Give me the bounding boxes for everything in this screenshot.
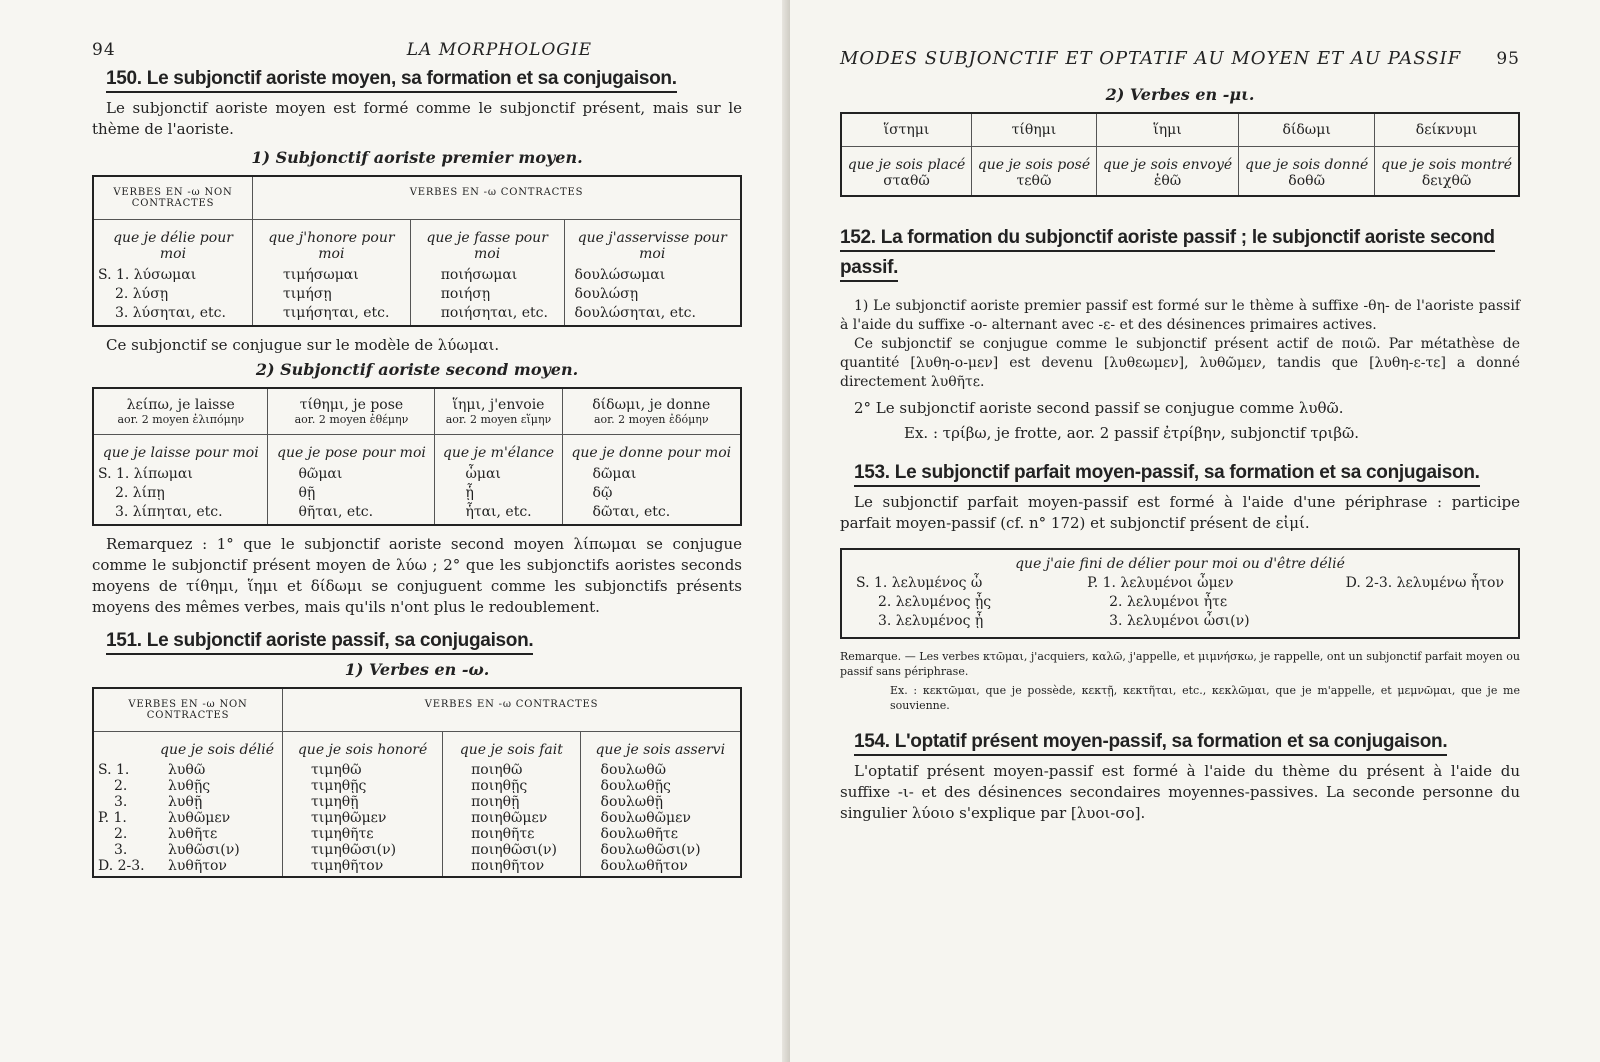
table-cell: que je sois envoyé ἑθῶ [1096,147,1238,197]
column-header: VERBES EN -ω CONTRACTES [253,176,742,220]
table-cell: δουλώσωμαι δουλώσῃ δουλώσηται, etc. [564,264,741,326]
table-cell: ἵημι [1096,113,1238,147]
table-cell: S. 1. λύσωμαι 2. λύσῃ 3. λύσηται, etc. [98,267,226,321]
table-cell: λείπω, je laisse aor. 2 moyen ἐλιπόμην [117,397,245,426]
table-cell: θῶμαι θῇ θῆται, etc. [268,463,435,525]
subheading: 2) Verbes en -μι. [1105,85,1255,104]
table-cell: ποιηθῶ ποιηθῇς ποιηθῇ ποιηθῶμεν ποιηθῆτε ποιηθῶσι(ν) ποιηθῆτον [443,760,580,877]
section-heading: 151. Le subjonctif aoriste passif, sa conjugaison. [106,630,742,652]
plural-forms: P. 1. λελυμένοι ὦμεν 2. λελυμένοι ἦτε 3. λελυμένοι ὦσι(ν) [1087,575,1250,629]
running-title: LA MORPHOLOGIE [406,40,592,60]
right-page [790,0,1600,1062]
table-cell: que je fasse pour moi [410,220,564,265]
page-number: 95 [1496,49,1520,69]
table-cell: τίθημι, je pose aor. 2 moyen ἐθέμην [268,388,435,435]
paragraph: Le subjonctif parfait moyen-passif est formé à l'aide d'une périphrase : participe parfait moyen-passif (cf. n° 172) et subjonctif présent de εἰμί. [840,493,1520,532]
remark: Remarque. — Les verbes κτῶμαι, j'acquiers, καλῶ, j'appelle, et μιμνήσκω, je rappelle, ont un subjonctif parfait moyen ou passif sans périphrase. [840,650,1520,678]
table-cell: que je délie pour moi [113,230,233,262]
column-header: VERBES EN -ω NON CONTRACTES [93,688,283,732]
table-cell: δουλωθῶ δουλωθῇς δουλωθῇ δουλωθῶμεν δουλωθῆτε δουλωθῶσι(ν) δουλωθῆτον [580,760,741,877]
table-cell: ἵημι, j'envoie aor. 2 moyen εἵμην [435,388,562,435]
section-heading: 153. Le subjonctif parfait moyen-passif, sa formation et sa conjugaison. [854,462,1520,484]
table-cell: que je sois posé τεθῶ [972,147,1097,197]
table-cell: δίδωμι [1239,113,1375,147]
table-cell: ἵστημι [841,113,972,147]
table-cell: que je pose pour moi [268,435,435,464]
column-header: VERBES EN -ω NON CONTRACTES [93,176,253,220]
table-cell: que je sois montré δειχθῶ [1375,147,1519,197]
conjugation-box [840,548,1520,639]
section-heading: 154. L'optatif présent moyen-passif, sa formation et sa conjugaison. [854,731,1520,753]
table-cell: que je sois honoré [283,732,443,761]
subheading: 1) Subjonctif aoriste premier moyen. [251,148,583,167]
paragraph: 2° Le subjonctif aoriste second passif se conjugue comme λυθῶ. [854,399,1344,417]
table-cell: que je sois placé σταθῶ [847,157,966,189]
conjugation-table [840,112,1520,197]
paragraph: L'optatif présent moyen-passif est formé à l'aide du thème du présent à l'aide du suffixe -ι- et des désinences secondaires moyennes-passives. La seconde personne du singulier λύοιο s'explique par [λυοι-σο]. [840,762,1520,822]
paragraph: Ce subjonctif se conjugue sur le modèle de λύωμαι. [106,336,500,354]
section-heading: 150. Le subjonctif aoriste moyen, sa formation et sa conjugaison. [106,68,742,90]
singular-forms: S. 1. λελυμένος ὦ 2. λελυμένος ᾖς 3. λελυμένος ᾖ [856,575,992,629]
column-header: VERBES EN -ω CONTRACTES [283,688,742,732]
table-cell: que je donne pour moi [562,435,741,464]
paragraph: Ex. : τρίβω, je frotte, aor. 2 passif ἐτρίβην, subjonctif τριβῶ. [904,424,1360,442]
page-number: 94 [92,40,116,60]
table-cell: ποιήσωμαι ποιήσῃ ποιήσηται, etc. [410,264,564,326]
table-cell: τιμηθῶ τιμηθῇς τιμηθῇ τιμηθῶμεν τιμηθῆτε τιμηθῶσι(ν) τιμηθῆτον [283,760,443,877]
left-page [0,0,790,1062]
conjugation-table [92,387,742,526]
running-head-right [840,48,1520,69]
table-cell: que je sois donné δοθῶ [1239,147,1375,197]
running-title: MODES SUBJONCTIF ET OPTATIF AU MOYEN ET AU PASSIF [840,48,1462,69]
table-cell: S. 1. λίπωμαι 2. λίπῃ 3. λίπηται, etc. [98,466,223,520]
table-cell: τιμήσωμαι τιμήσῃ τιμήσηται, etc. [253,264,411,326]
subheading: 2) Subjonctif aoriste second moyen. [255,360,579,379]
paragraph: Remarquez : 1° que le subjonctif aoriste second moyen λίπωμαι se conjugue comme le subjonctif présent moyen de λύω ; 2° que les subjonctifs aoristes seconds moyens de τίθημι, ἵημι et δίδωμι se conjuguent comme les subjonctifs présents moyens des mêmes verbes, mais qu'ils n'ont plus le redoublement. [92,535,742,616]
table-cell: δῶμαι δῷ δῶται, etc. [562,463,741,525]
dual-forms: D. 2-3. λελυμένω ἦτον [1345,575,1504,591]
subheading: 1) Verbes en -ω. [344,660,490,679]
table-cell: S. 1. 2. 3. P. 1. 2. 3. D. 2-3. λυθῶ λυθῇς λυθῇ λυθῶμεν λυθῆτε λυθῶσι(ν) λυθῆτον [98,762,240,874]
paragraph: Le subjonctif aoriste moyen est formé comme le subjonctif présent, mais sur le thème de l'aoriste. [92,99,742,138]
section-heading: 152. La formation du subjonctif aoriste passif ; le subjonctif aoriste second passif. [840,223,1520,283]
table-cell: que je sois fait [443,732,580,761]
table-cell: que j'asservisse pour moi [564,220,741,265]
table-cell: que je sois délié [159,742,274,758]
example: Ex. : κεκτῶμαι, que je possède, κεκτῇ, κεκτῆται, etc., κεκλῶμαι, que je m'appelle, et μεμνῶμαι, que je me souvienne. [890,684,1520,712]
table-cell: que j'honore pour moi [253,220,411,265]
table-cell: ὧμαι ᾗ ἧται, etc. [435,463,562,525]
table-cell: que je m'élance [435,435,562,464]
table-cell: τίθημι [972,113,1097,147]
table-cell: δείκνυμι [1375,113,1519,147]
table-cell: δίδωμι, je donne aor. 2 moyen ἐδόμην [562,388,741,435]
paragraph: Ce subjonctif se conjugue comme le subjonctif présent actif de ποιῶ. Par métathèse de quantité [λυθη-ο-μεν] est devenu [λυθεωμεν], λυθῶμεν, tandis que [λυθη-ε-τε] a donné directement λυθῆτε. [840,336,1520,390]
table-cell: que je sois asservi [580,732,741,761]
running-head-left [92,40,742,60]
table-cell: que je laisse pour moi [102,445,259,461]
paragraph: 1) Le subjonctif aoriste premier passif est formé sur le thème à suffixe -θη- de l'aoriste passif à l'aide du suffixe -ο- alternant avec -ε- et des désinences primaires actives. [840,298,1520,333]
conjugation-table [92,175,742,327]
box-title: que j'aie fini de délier pour moi ou d'être délié [1015,556,1345,572]
conjugation-table [92,687,742,878]
